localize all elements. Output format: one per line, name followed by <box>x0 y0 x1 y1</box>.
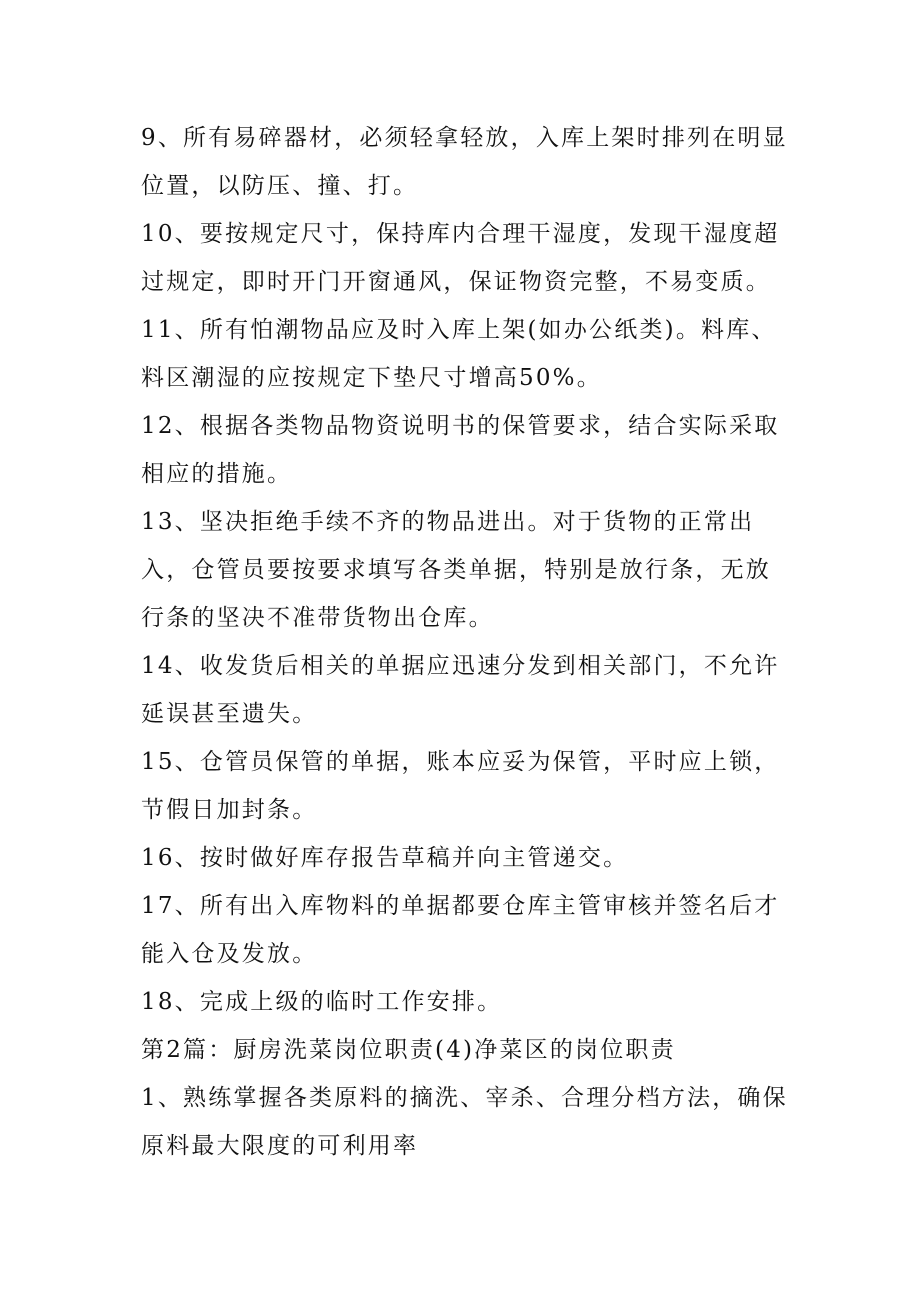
section-heading: 第2篇：厨房洗菜岗位职责(4)净菜区的岗位职责 <box>141 1037 676 1063</box>
paragraph-item-9: 9、所有易碎器材，必须轻拿轻放，入库上架时排列在明显位置，以防压、撞、打。 <box>141 125 788 199</box>
paragraph-item-1: 1、熟练掌握各类原料的摘洗、宰杀、合理分档方法，确保原料最大限度的可利用率 <box>141 1085 788 1159</box>
paragraph-item-18: 18、完成上级的临时工作安排。 <box>141 989 503 1015</box>
paragraph-item-14: 14、收发货后相关的单据应迅速分发到相关部门，不允许延误甚至遗失。 <box>141 653 780 727</box>
paragraph-item-13: 13、坚决拒绝手续不齐的物品进出。对于货物的正常出入，仓管员要按要求填写各类单据，特别是放行条，无放行条的坚决不准带货物出仓库。 <box>141 509 771 631</box>
paragraph-item-10: 10、要按规定尺寸，保持库内合理干湿度，发现干湿度超过规定，即时开门开窗通风，保证物资完整，不易变质。 <box>141 221 780 295</box>
document-body <box>141 114 791 1170</box>
paragraph-item-12: 12、根据各类物品物资说明书的保管要求，结合实际采取相应的措施。 <box>141 413 780 487</box>
paragraph-item-11: 11、所有怕潮物品应及时入库上架(如办公纸类)。料库、料区潮湿的应按规定下垫尺寸增高50%。 <box>141 317 777 391</box>
paragraph-item-17: 17、所有出入库物料的单据都要仓库主管审核并签名后才能入仓及发放。 <box>141 893 780 967</box>
paragraph-item-15: 15、仓管员保管的单据，账本应妥为保管，平时应上锁，节假日加封条。 <box>141 749 780 823</box>
paragraph-item-16: 16、按时做好库存报告草稿并向主管递交。 <box>141 845 629 871</box>
